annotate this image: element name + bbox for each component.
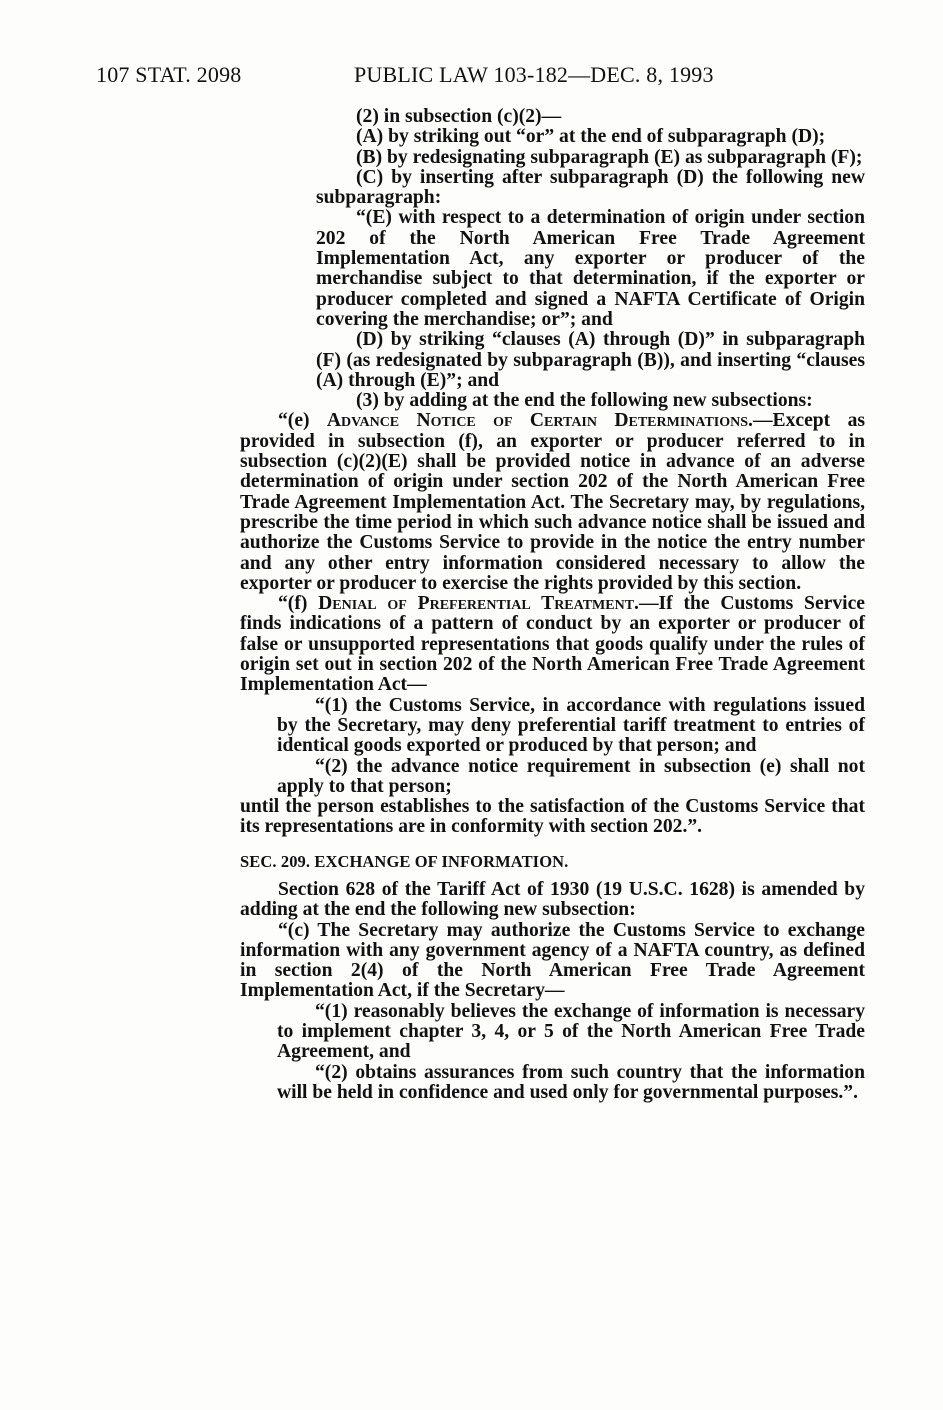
paragraph-item-b: (B) by redesignating subparagraph (E) as subparagraph (F); — [356, 146, 863, 168]
law-title: PUBLIC LAW 103-182—DEC. 8, 1993 — [354, 62, 714, 87]
subsection-e-heading: Advance Notice of Certain Determinations. — [326, 410, 753, 432]
paragraph-item-c: (C) by inserting after subparagraph (D) the following new subparagraph: — [316, 166, 865, 209]
page-header — [96, 62, 876, 90]
paragraph-subsection-c2: (2) in subsection (c)(2)— — [356, 106, 562, 127]
paragraph-item-3: (3) by adding at the end the following new subsections: — [356, 390, 813, 412]
paragraph-c-item-1: “(1) reasonably believes the exchange of information is necessary to implement chapter 3, 4, or 5 of the North American Free Trade Agreement, and — [277, 1000, 865, 1063]
paragraph-subsection-f — [240, 594, 865, 695]
subsection-e-lead: “(e) — [278, 410, 327, 432]
section-heading: SEC. 209. EXCHANGE OF INFORMATION. — [240, 851, 569, 871]
paragraph-item-d: (D) by striking “clauses (A) through (D)” in subparagraph (F) (as redesignated by subparagraph (B)), and inserting “clauses (A) through (E)”; and — [316, 329, 865, 391]
paragraph-subsection-c: “(c) The Secretary may authorize the Customs Service to exchange information with any government agency of a NAFTA country, as defined in section 2(4) of the North American Free Trade Agreement Implementation Act, if the Secretary— — [240, 919, 865, 1002]
subsection-e-text: —Except as provided in subsection (f), an exporter or producer referred to in subsection (c)(2)(E) shall be provided notice in advance of an adverse determination of origin under section 202 of the North American Free Trade Agreement Implementation Act. The Secretary may, by regulations, prescribe the time period in which such advance notice shall be issued and authorize the Customs Service to provide in the notice the entry number and any other entry information considered necessary to allow the exporter or producer to exercise the rights provided by this section. — [240, 410, 865, 594]
statute-citation: 107 STAT. 2098 — [96, 62, 242, 87]
paragraph-section-628: Section 628 of the Tariff Act of 1930 (19 U.S.C. 1628) is amended by adding at the end the following new subsection: — [240, 878, 865, 921]
paragraph-c-item-2: “(2) obtains assurances from such country that the information will be held in confidence and used only for governmental purposes.”. — [277, 1061, 865, 1103]
subsection-f-text: —If the Customs Service finds indications of a pattern of conduct by an exporter or producer of false or unsupported representations that goods qualify under the rules of origin set out in section 202 of the North American Free Trade Agreement Implementation Act— — [240, 593, 865, 696]
paragraph-quoted-e: “(E) with respect to a determination of origin under section 202 of the North American Free Trade Agreement Implementation Act, any exporter or producer of the merchandise subject to that determination, if the exporter or producer completed and signed a NAFTA Certificate of Origin covering the merchandise; or”; and — [316, 207, 865, 330]
paragraph-f-item-1: “(1) the Customs Service, in accordance with regulations issued by the Secretary, may deny preferential tariff treatment to entries of identical goods exported or produced by that person; and — [277, 694, 865, 757]
paragraph-until-clause: until the person establishes to the satisfaction of the Customs Service that its representations are in conformity with section 202.”. — [240, 796, 865, 838]
document-body — [240, 107, 865, 1103]
subsection-f-lead: “(f) — [278, 593, 319, 615]
paragraph-f-item-2: “(2) the advance notice requirement in subsection (e) shall not apply to that person; — [277, 755, 865, 797]
paragraph-subsection-e — [240, 411, 865, 594]
subsection-f-heading: Denial of Preferential Treatment. — [318, 593, 639, 615]
paragraph-item-a: (A) by striking out “or” at the end of subparagraph (D); — [356, 126, 826, 148]
